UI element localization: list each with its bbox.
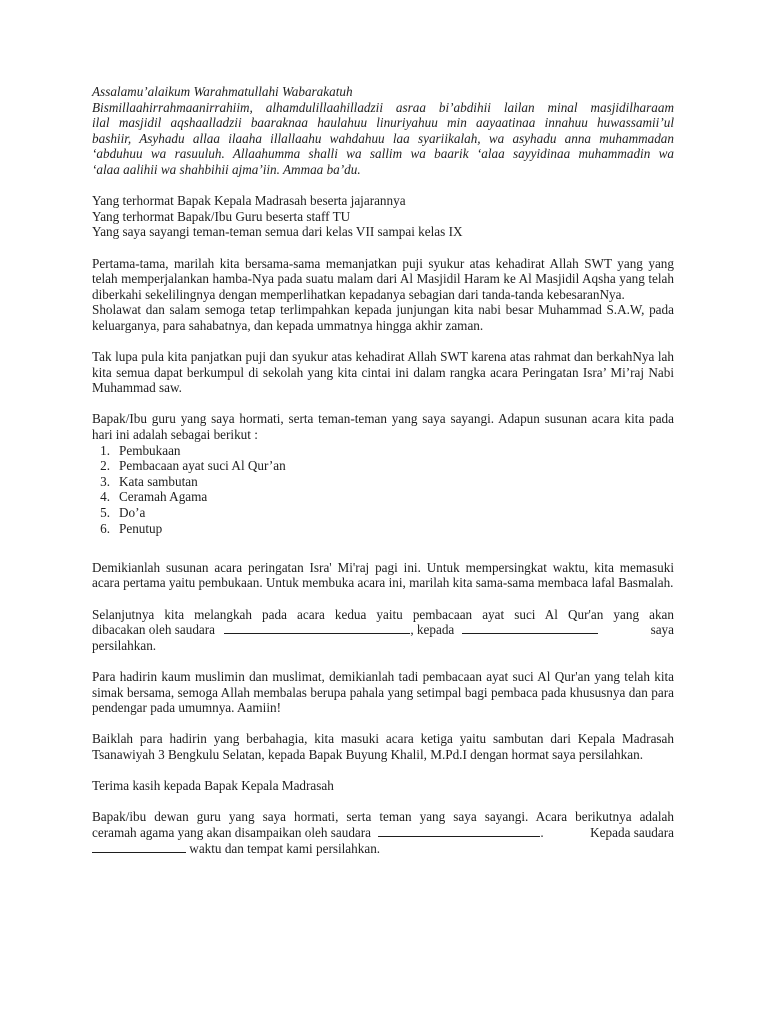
opening-line: Bismillaahirrahmaanirrahiim, alhamdulillaahilladzii asraa bi’abdihii lailan minal masjidilharaam bbox=[92, 99, 674, 115]
paragraph-gratitude: Tak lupa pula kita panjatkan puji dan syukur atas kehadirat Allah SWT karena atas rahmat dan berkahNya lah kita semua dapat berkumpul di sekolah yang kita cintai ini dalam rangka acara Peringatan Isra’ Mi’raj Nabi Muhammad saw. bbox=[92, 349, 674, 396]
agenda-item: 6. Penutup bbox=[100, 520, 163, 536]
paragraph-praise: Pertama-tama, marilah kita bersama-sama memanjatkan puji syukur atas kehadirat Allah SWT yang yang telah memperjalankan hamba-Nya pada suatu malam dari Al Masjidil Haram ke Al Masjidil Aqsha yang telah diberkahi sekelilingnya dengan memperlihatkan kepadanya sebagian dari tanda-tanda kebesaranNya. bbox=[92, 255, 674, 302]
greeting-line: Yang terhormat Bapak Kepala Madrasah beserta jajarannya bbox=[92, 193, 406, 209]
paragraph-agenda-intro: Bapak/Ibu guru yang saya hormati, serta teman-teman yang saya sayangi. Adapun susunan acara kita pada hari ini adalah sebagai berikut : bbox=[92, 411, 674, 443]
agenda-item: 2. Pembacaan ayat suci Al Qur’an bbox=[100, 458, 286, 474]
agenda-item: 1. Pembukaan bbox=[100, 442, 181, 458]
agenda-item: 4. Ceramah Agama bbox=[100, 489, 208, 505]
agenda-list bbox=[92, 443, 674, 537]
host-name-blank[interactable] bbox=[92, 841, 186, 853]
paragraph-quran-closing: Para hadirin kaum muslimin dan muslimat, demikianlah tadi pembacaan ayat suci Al Qur'an yang telah kita simak bersama, semoga Allah membalas berupa pahala yang setimpal bagi pembaca pada khususnya dan para pendengar pada umumnya. Aamiin! bbox=[92, 668, 674, 716]
opening-line: ilal masjidil aqshaalladzii baaraknaa haulahuu linuriyahuu min aayaatinaa innahuu huwassamii’ul bbox=[92, 115, 674, 131]
preacher-name-blank[interactable] bbox=[378, 825, 540, 837]
paragraph-sermon: Bapak/ibu dewan guru yang saya hormati, serta teman yang saya sayangi. Acara berikutnya adalah ceramah agama yang akan disampaikan oleh saudara . Kepada saudara waktu dan tempat kami persilahkan. bbox=[92, 809, 674, 856]
salam-line: Assalamu’alaikum Warahmatullahi Wabarakatuh bbox=[92, 84, 353, 99]
paragraph-speech: Baiklah para hadirin yang berbahagia, kita masuki acara ketiga yaitu sambutan dari Kepala Madrasah Tsanawiyah 3 Bengkulu Selatan, kepada Bapak Buyung Khalil, M.Pd.I dengan hormat saya persilahkan. bbox=[92, 731, 674, 762]
greeting-line: Yang saya sayangi teman-teman semua dari kelas VII sampai kelas IX bbox=[92, 224, 463, 240]
document-page bbox=[92, 84, 674, 856]
opening-prayer bbox=[92, 100, 674, 178]
greeting-line: Yang terhormat Bapak/Ibu Guru beserta staff TU bbox=[92, 208, 351, 224]
agenda-item: 3. Kata sambutan bbox=[100, 473, 198, 489]
reader-name-blank[interactable] bbox=[224, 622, 410, 634]
opening-block bbox=[92, 84, 674, 178]
greetings-block bbox=[92, 193, 674, 240]
opening-line: ‘abduhuu wa rasuuluh. Allaahumma shalli wa sallim wa baarik ‘alaa sayyidinaa muhammadin wa bbox=[92, 146, 674, 162]
opening-line: bashiir, Asyhadu allaa ilaaha illallaahu wahdahuu laa syariikalah, wa asyhadu anna muhammadan bbox=[92, 130, 674, 146]
paragraph-sholawat: Sholawat dan salam semoga tetap terlimpahkan kepada junjungan kita nabi besar Muhammad S.A.W, pada keluarganya, para sahabatnya, dan kepada ummatnya hingga akhir zaman. bbox=[92, 302, 674, 333]
opening-line: ‘alaa aalihii wa shahbihii ajma’iin. Ammaa ba’du. bbox=[92, 161, 361, 177]
paragraph-opening-event: Demikianlah susunan acara peringatan Isra' Mi'raj pagi ini. Untuk mempersingkat waktu, kita memasuki acara pertama yaitu pembukaan. Untuk membuka acara ini, marilah kita sama-sama membaca lafal Basmalah. bbox=[92, 559, 674, 591]
invitee-name-blank[interactable] bbox=[462, 622, 598, 634]
paragraph-quran-reading: Selanjutnya kita melangkah pada acara kedua yaitu pembacaan ayat suci Al Qur'an yang akan dibacakan oleh saudara , kepada saya persilahkan. bbox=[92, 606, 674, 653]
agenda-item: 5. Do’a bbox=[100, 505, 146, 521]
paragraph-thanks: Terima kasih kepada Bapak Kepala Madrasah bbox=[92, 778, 334, 794]
